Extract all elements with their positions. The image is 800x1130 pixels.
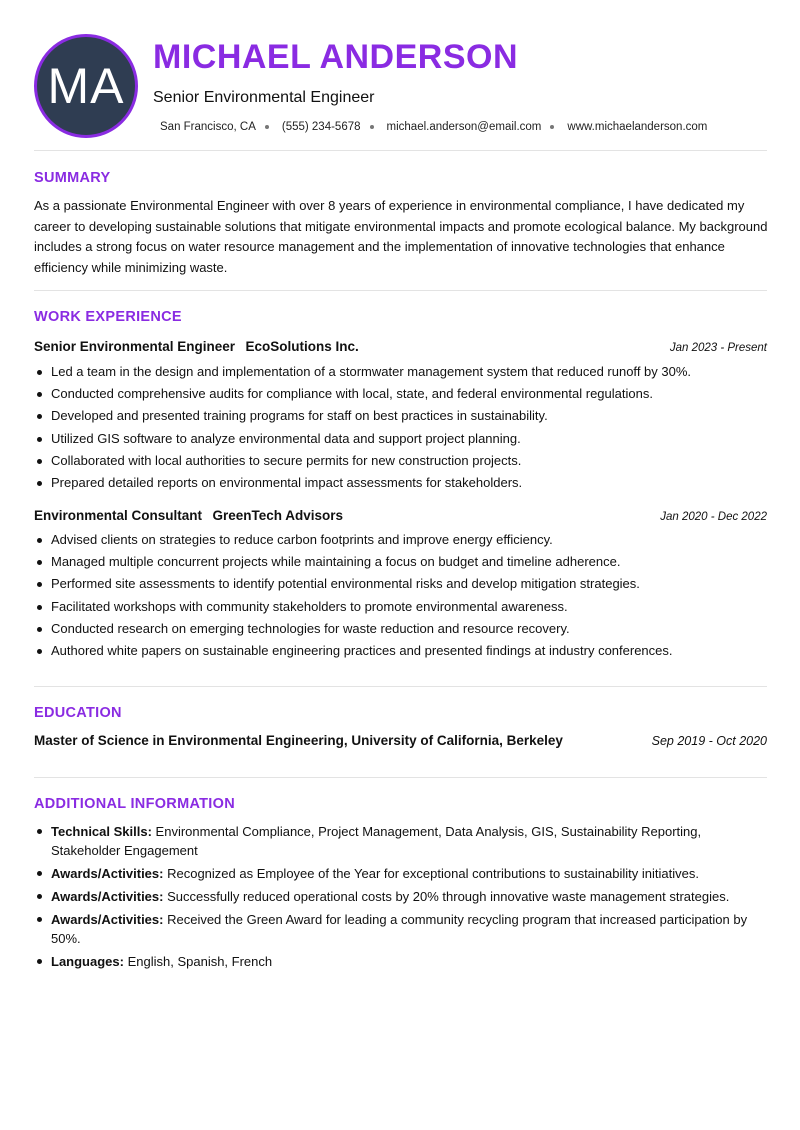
contact-website[interactable]: www.michaelanderson.com bbox=[567, 121, 708, 133]
contact-line bbox=[160, 121, 707, 133]
list-item bbox=[34, 822, 774, 860]
summary-heading: SUMMARY bbox=[34, 170, 111, 186]
item-text: Received the Green Award for leading a community recycling program that increased participation by 50%. bbox=[51, 912, 748, 946]
candidate-name: MICHAEL ANDERSON bbox=[153, 38, 519, 76]
work-experience-heading: WORK EXPERIENCE bbox=[34, 309, 182, 325]
list-item: Authored white papers on sustainable engineering practices and presented findings at industry conferences. bbox=[34, 640, 774, 662]
list-item: Conducted comprehensive audits for compliance with local, state, and federal environmental regulations. bbox=[34, 383, 774, 405]
divider bbox=[34, 150, 767, 151]
job-title: Senior Environmental Engineer bbox=[34, 339, 236, 354]
education-dates: Sep 2019 - Oct 2020 bbox=[651, 734, 767, 748]
list-item: Managed multiple concurrent projects while maintaining a focus on budget and timeline adherence. bbox=[34, 551, 774, 573]
item-label: Awards/Activities: bbox=[51, 889, 164, 904]
separator-dot-icon bbox=[370, 125, 374, 129]
list-item: Prepared detailed reports on environmental impact assessments for stakeholders. bbox=[34, 472, 774, 494]
item-label: Languages: bbox=[51, 954, 124, 969]
summary-text: As a passionate Environmental Engineer with over 8 years of experience in environmental compliance, I have dedicated my career to developing sustainable solutions that mitigate environmental impacts and promote ecological balance. My background includes a strong focus on water resource management and the implementation of innovative technologies that enhance efficiency while minimizing waste. bbox=[34, 198, 768, 275]
list-item bbox=[34, 910, 774, 948]
list-item: Collaborated with local authorities to secure permits for new construction projects. bbox=[34, 450, 774, 472]
divider bbox=[34, 777, 767, 778]
contact-email[interactable]: michael.anderson@email.com bbox=[386, 121, 542, 133]
additional-info-heading: ADDITIONAL INFORMATION bbox=[34, 796, 235, 812]
avatar bbox=[34, 34, 138, 138]
job-dates: Jan 2020 - Dec 2022 bbox=[660, 511, 767, 523]
job-headline: Senior Environmental Engineer bbox=[153, 89, 375, 106]
item-text: Environmental Compliance, Project Management, Data Analysis, GIS, Sustainability Reporting, Stakeholder Engagement bbox=[51, 824, 702, 858]
contact-location: San Francisco, CA bbox=[160, 121, 256, 133]
job-header bbox=[34, 338, 767, 356]
list-item bbox=[34, 952, 774, 971]
separator-dot-icon bbox=[265, 125, 269, 129]
list-item: Developed and presented training programs for staff on best practices in sustainability. bbox=[34, 405, 774, 427]
list-item: Performed site assessments to identify potential environmental risks and develop mitigation strategies. bbox=[34, 573, 774, 595]
job-bullet-list bbox=[34, 361, 774, 494]
education-degree: Master of Science in Environmental Engineering, University of California, Berkeley bbox=[34, 733, 563, 748]
list-item: Led a team in the design and implementation of a stormwater management system that reduced runoff by 30%. bbox=[34, 361, 774, 383]
item-text: Recognized as Employee of the Year for exceptional contributions to sustainability initiatives. bbox=[167, 866, 699, 881]
additional-info-list bbox=[34, 822, 774, 975]
avatar-initials: MA bbox=[47, 58, 125, 114]
job-dates: Jan 2023 - Present bbox=[669, 342, 767, 354]
job-bullet-list bbox=[34, 529, 774, 662]
separator-dot-icon bbox=[550, 125, 554, 129]
item-text: English, Spanish, French bbox=[127, 954, 273, 969]
list-item bbox=[34, 864, 774, 883]
job-company: EcoSolutions Inc. bbox=[245, 339, 359, 354]
list-item: Utilized GIS software to analyze environmental data and support project planning. bbox=[34, 428, 774, 450]
contact-phone: (555) 234-5678 bbox=[281, 121, 361, 133]
item-label: Awards/Activities: bbox=[51, 866, 164, 881]
job-company: GreenTech Advisors bbox=[212, 508, 344, 523]
item-label: Awards/Activities: bbox=[51, 912, 164, 927]
item-label: Technical Skills: bbox=[51, 824, 152, 839]
list-item: Advised clients on strategies to reduce carbon footprints and improve energy efficiency. bbox=[34, 529, 774, 551]
job-title: Environmental Consultant bbox=[34, 508, 203, 523]
divider bbox=[34, 686, 767, 687]
item-text: Successfully reduced operational costs by 20% through innovative waste management strategies. bbox=[167, 889, 730, 904]
list-item bbox=[34, 887, 774, 906]
job-header bbox=[34, 507, 767, 525]
list-item: Conducted research on emerging technologies for waste reduction and resource recovery. bbox=[34, 618, 774, 640]
education-heading: EDUCATION bbox=[34, 705, 122, 721]
education-entry bbox=[34, 733, 767, 748]
divider bbox=[34, 290, 767, 291]
list-item: Facilitated workshops with community stakeholders to promote environmental awareness. bbox=[34, 596, 774, 618]
